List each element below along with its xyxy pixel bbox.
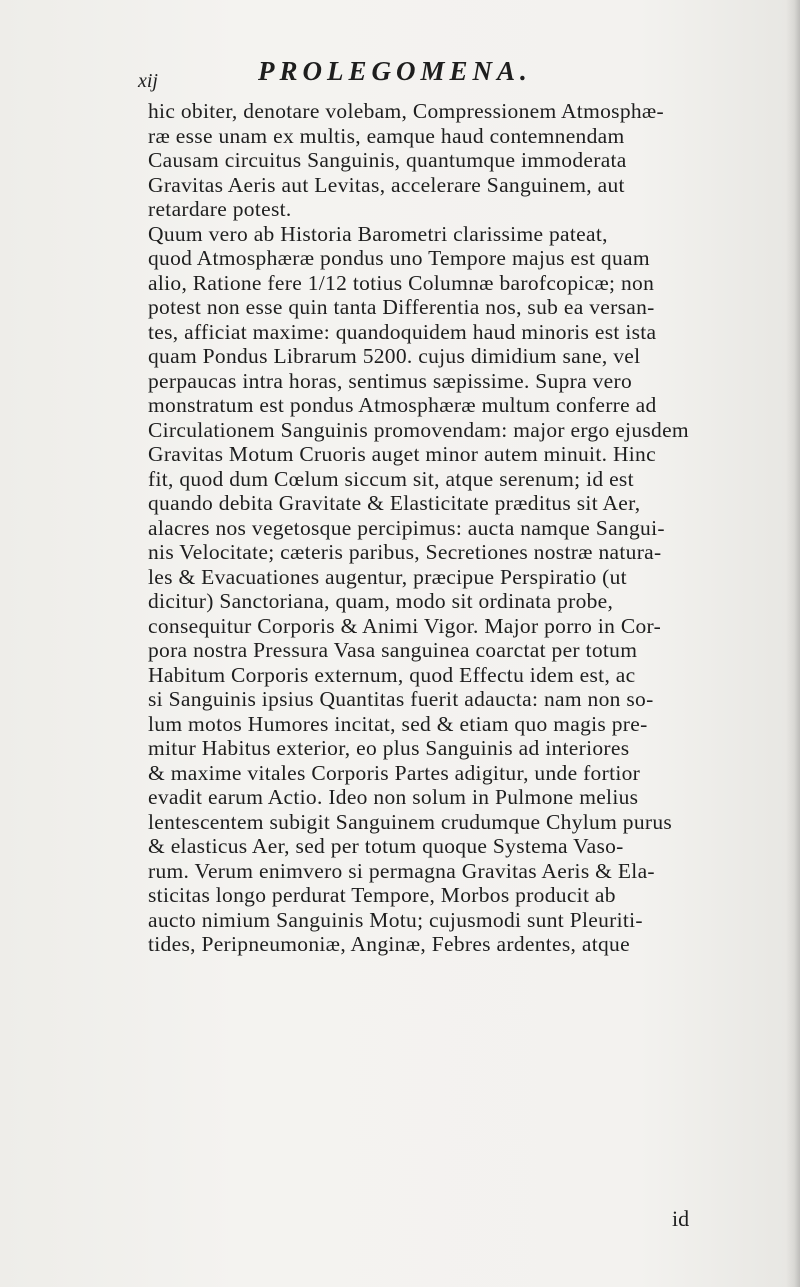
text-line: retardare potest. (148, 197, 292, 221)
text-line: quam Pondus Librarum 5200. cujus dimidium sane, vel (148, 344, 641, 368)
text-line: aucto nimium Sanguinis Motu; cujusmodi sunt Pleuriti- (148, 907, 643, 932)
text-line: rum. Verum enimvero si permagna Gravitas Aeris & Ela- (148, 858, 655, 883)
text-line: dicitur) Sanctoriana, quam, modo sit ordinata probe, (148, 589, 614, 613)
text-line: nis Velocitate; cæteris paribus, Secretiones nostræ natura- (148, 540, 662, 564)
text-line: les & Evacuationes augentur, præcipue Perspiratio (ut (148, 564, 627, 589)
text-line: Habitum Corporis externum, quod Effectu idem est, ac (148, 662, 636, 687)
page-edge-shadow (786, 0, 800, 1287)
catchword: id (672, 1206, 690, 1231)
text-line: sticitas longo perdurat Tempore, Morbos producit ab (148, 883, 616, 907)
text-line: consequitur Corporis & Animi Vigor. Major porro in Cor- (148, 613, 662, 638)
text-line: si Sanguinis ipsius Quantitas fuerit adaucta: nam non so- (148, 687, 654, 711)
text-line: Gravitas Motum Cruoris auget minor autem minuit. Hinc (148, 442, 656, 466)
text-line: ræ esse unam ex multis, eamque haud contemnendam (148, 123, 625, 148)
text-line: perpaucas intra horas, sentimus sæpissime. Supra vero (148, 368, 633, 393)
page-number: xij (138, 70, 158, 92)
text-line: mitur Habitus exterior, eo plus Sanguinis ad interiores (148, 736, 630, 760)
text-line: Quum vero ab Historia Barometri clarissime pateat, (148, 221, 608, 246)
running-title: PROLEGOMENA. (258, 56, 532, 86)
text-line: tides, Peripneumoniæ, Anginæ, Febres ardentes, atque (148, 932, 630, 956)
text-line: alio, Ratione fere 1/12 totius Columnæ barofcopicæ; non (148, 270, 655, 295)
text-line: fit, quod dum Cœlum siccum sit, atque serenum; id est (148, 466, 634, 491)
text-line: Gravitas Aeris aut Levitas, accelerare Sanguinem, aut (148, 172, 625, 197)
text-line: Circulationem Sanguinis promovendam: major ergo ejusdem (148, 417, 689, 442)
text-line: quando debita Gravitate & Elasticitate præditus sit Aer, (148, 491, 641, 515)
text-line: Causam circuitus Sanguinis, quantumque immoderata (148, 148, 627, 172)
text-line: monstratum est pondus Atmosphæræ multum conferre ad (148, 393, 657, 417)
body-text (148, 99, 784, 957)
text-line: lum motos Humores incitat, sed & etiam quo magis pre- (148, 711, 648, 736)
text-line: lentescentem subigit Sanguinem crudumque Chylum purus (148, 809, 673, 834)
text-line: potest non esse quin tanta Differentia nos, sub ea versan- (148, 295, 655, 319)
text-line: pora nostra Pressura Vasa sanguinea coarctat per totum (148, 638, 638, 662)
running-header (138, 50, 738, 94)
text-line: quod Atmosphæræ pondus uno Tempore majus est quam (148, 246, 650, 270)
text-line: evadit earum Actio. Ideo non solum in Pulmone melius (148, 785, 639, 809)
text-line: tes, afficiat maxime: quandoquidem haud minoris est ista (148, 319, 657, 344)
text-line: & elasticus Aer, sed per totum quoque Systema Vaso- (148, 834, 624, 858)
text-line: & maxime vitales Corporis Partes adigitur, unde fortior (148, 760, 641, 785)
text-line: hic obiter, denotare volebam, Compressionem Atmosphæ- (148, 99, 665, 123)
text-line: alacres nos vegetosque percipimus: aucta namque Sangui- (148, 515, 665, 540)
